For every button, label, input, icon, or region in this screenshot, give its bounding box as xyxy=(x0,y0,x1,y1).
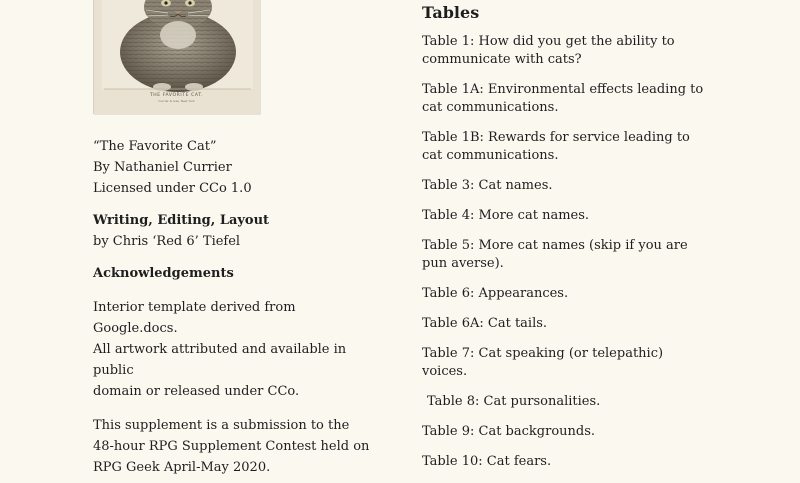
credits-column xyxy=(93,136,383,478)
table-entry: Table 1A: Environmental effects leading to cat communications. xyxy=(422,82,704,115)
table-entry: Table 6: Appearances. xyxy=(422,286,569,301)
acknowledgement-line: Interior template derived from Google.docs. xyxy=(93,300,296,336)
contest-line: This supplement is a submission to the xyxy=(93,418,350,433)
author-credit: by Chris ‘Red 6’ Tiefel xyxy=(93,234,241,249)
table-entry: Table 4: More cat names. xyxy=(422,208,590,223)
table-entry: Table 8: Cat pursonalities. xyxy=(427,394,601,409)
license-line: Licensed under CCo 1.0 xyxy=(93,181,252,196)
table-entry: Table 1: How did you get the ability to communicate with cats? xyxy=(422,34,675,67)
writing-heading: Writing, Editing, Layout xyxy=(93,213,270,228)
tables-column xyxy=(422,1,712,483)
table-entry: Table 5: More cat names (skip if you are pun averse). xyxy=(422,238,688,271)
plate-title: THE FAVORITE CAT. xyxy=(149,93,204,98)
artwork-title: “The Favorite Cat” xyxy=(93,139,217,154)
favorite-cat-artwork xyxy=(93,0,260,114)
table-entry: Table 9: Cat backgrounds. xyxy=(422,424,596,439)
table-entry: Table 7: Cat speaking (or telepathic) voices. xyxy=(422,346,664,379)
tables-heading: Tables xyxy=(422,3,480,22)
acknowledgement-line: domain or released under CCo. xyxy=(93,384,300,399)
contest-line: RPG Geek April-May 2020. xyxy=(93,460,271,475)
table-entry: Table 1B: Rewards for service leading to cat communications. xyxy=(422,130,690,163)
artist-credit: By Nathaniel Currier xyxy=(93,160,232,175)
tables-list xyxy=(422,33,712,471)
table-entry: Table 6A: Cat tails. xyxy=(422,316,548,331)
plate-subtitle: Currier & Ives, New York xyxy=(158,99,195,103)
table-entry: Table 3: Cat names. xyxy=(422,178,553,193)
contest-line: 48-hour RPG Supplement Contest held on xyxy=(93,439,370,454)
acknowledgements-heading: Acknowledgements xyxy=(93,266,234,281)
table-entry: Table 10: Cat fears. xyxy=(422,454,552,469)
acknowledgement-line: All artwork attributed and available in public xyxy=(93,342,347,378)
